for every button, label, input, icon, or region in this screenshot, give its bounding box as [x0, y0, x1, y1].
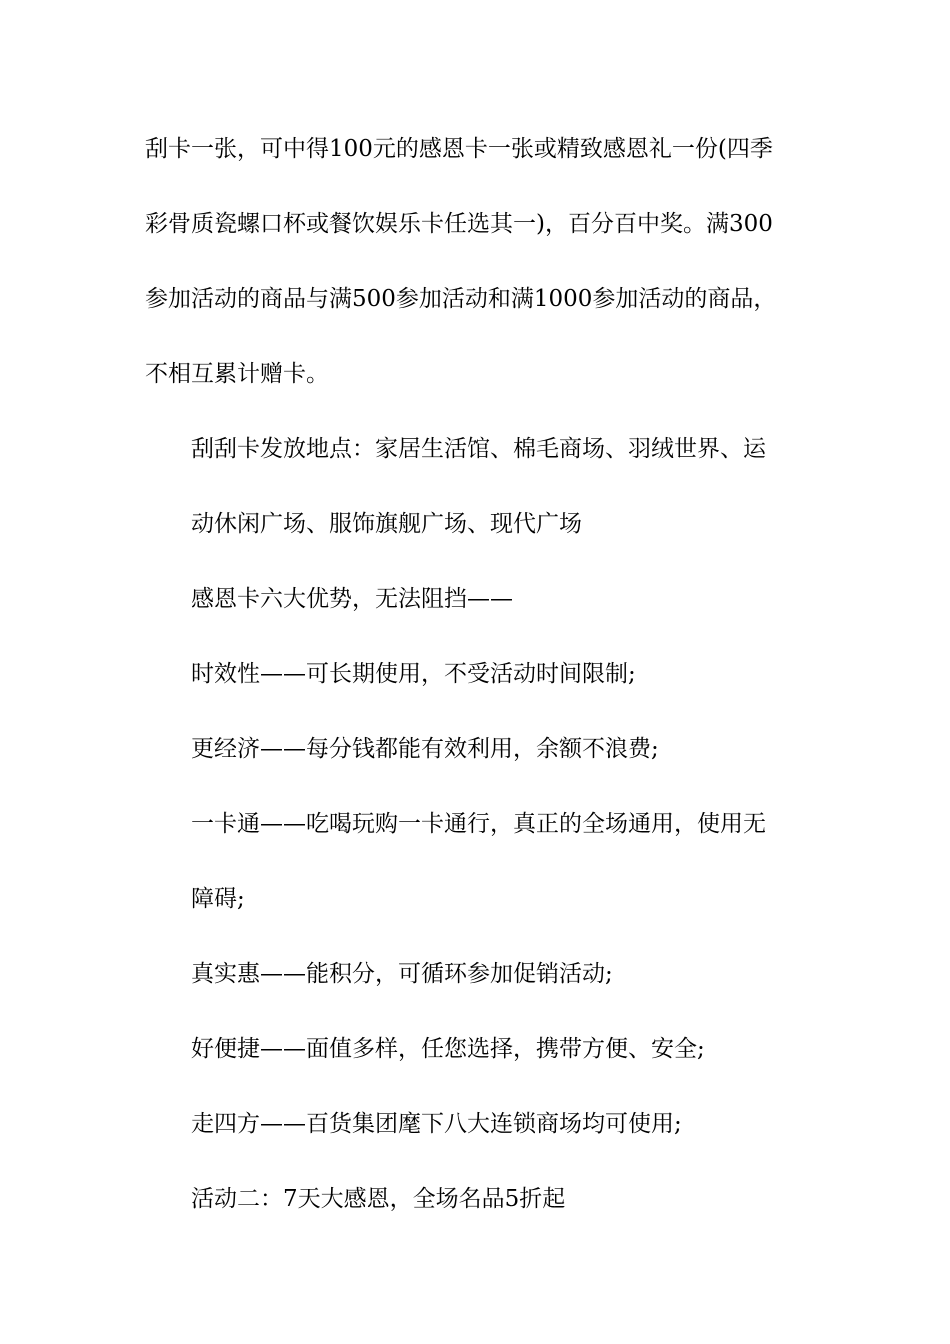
document-page — [145, 112, 807, 1237]
paragraph — [145, 1012, 807, 1087]
paragraph — [145, 712, 807, 787]
text-line: 时效性——可长期使用，不受活动时间限制; — [191, 661, 636, 687]
text-line: 真实惠——能积分，可循环参加促销活动; — [191, 961, 613, 987]
text-line: 更经济——每分钱都能有效利用，余额不浪费; — [191, 736, 659, 762]
text-line: 参加活动的商品与满500参加活动和满1000参加活动的商品， — [145, 286, 777, 312]
paragraph — [145, 937, 807, 1012]
text-line: 彩骨质瓷螺口杯或餐饮娱乐卡任选其一)，百分百中奖。满300 — [145, 211, 773, 237]
text-line: 不相互累计赠卡。 — [145, 361, 329, 387]
text-line: 一卡通——吃喝玩购一卡通行，真正的全场通用，使用无 — [191, 811, 766, 837]
text-line: 刮刮卡发放地点：家居生活馆、棉毛商场、羽绒世界、运 — [191, 436, 766, 462]
paragraph — [145, 412, 807, 562]
paragraph — [145, 1087, 807, 1162]
text-line: 障碍; — [191, 886, 245, 912]
paragraph — [145, 637, 807, 712]
paragraph — [145, 787, 807, 937]
text-line: 好便捷——面值多样，任您选择，携带方便、安全; — [191, 1036, 705, 1062]
paragraph — [145, 112, 807, 412]
paragraph — [145, 562, 807, 637]
paragraph — [145, 1162, 807, 1237]
text-line: 活动二：7天大感恩，全场名品5折起 — [191, 1186, 566, 1212]
text-line: 感恩卡六大优势，无法阻挡—— — [191, 586, 513, 612]
text-line: 动休闲广场、服饰旗舰广场、现代广场 — [191, 511, 582, 537]
text-line: 刮卡一张，可中得100元的感恩卡一张或精致感恩礼一份(四季 — [145, 136, 773, 162]
text-line: 走四方——百货集团麾下八大连锁商场均可使用; — [191, 1111, 682, 1137]
